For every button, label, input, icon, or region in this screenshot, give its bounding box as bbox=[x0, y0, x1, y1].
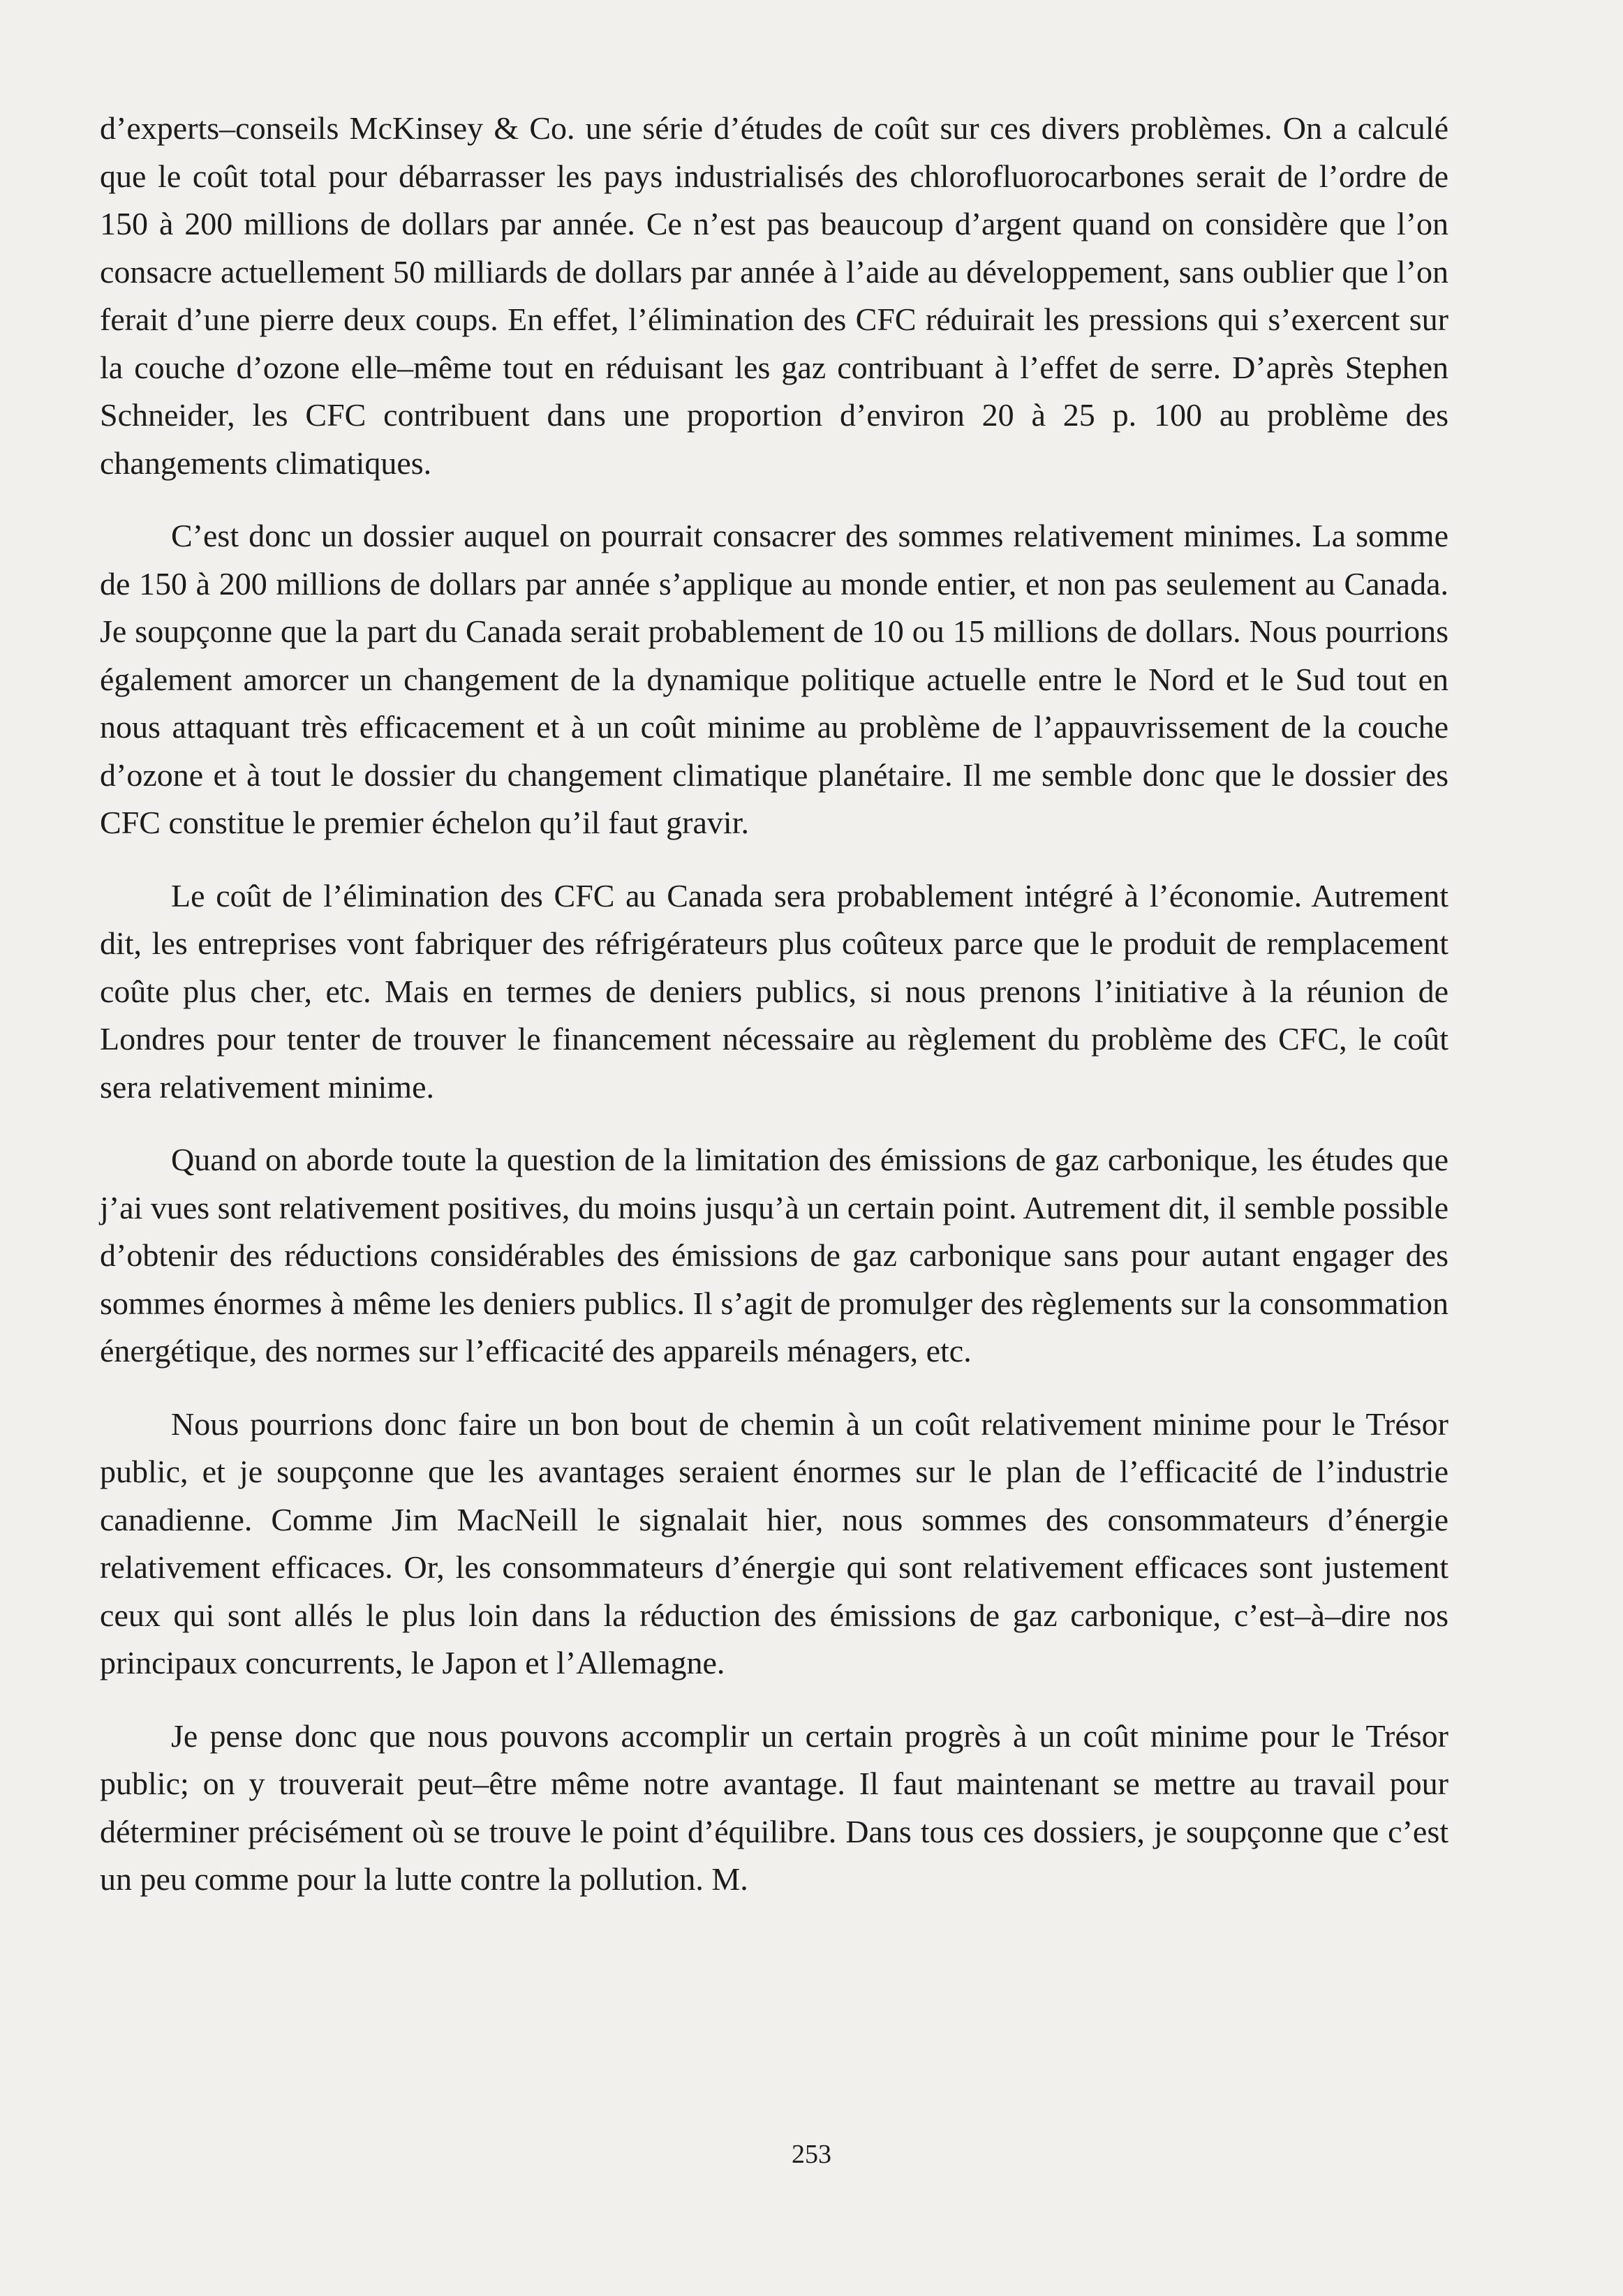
page-body bbox=[100, 105, 1448, 1904]
paragraph-4: Quand on aborde toute la question de la limitation des émissions de gaz carbonique, les études que j’ai vues sont relativement positives, du moins jusqu’à un certain point. Autrement dit, il semble possible d’obtenir des réductions considérables des émissions de gaz carbonique sans pour autant engager des sommes énormes à même les deniers publics. Il s’agit de promulger des règlements sur la consommation énergétique, des normes sur l’efficacité des appareils ménagers, etc. bbox=[100, 1142, 1448, 1369]
paragraph-5: Nous pourrions donc faire un bon bout de chemin à un coût relativement minime pour le Trésor public, et je soupçonne que les avantages seraient énormes sur le plan de l’efficacité de l’industrie canadienne. Comme Jim MacNeill le signalait hier, nous sommes des consommateurs d’énergie relativement efficaces. Or, les consommateurs d’énergie qui sont relativement efficaces sont justement ceux qui sont allés le plus loin dans la réduction des émissions de gaz carbonique, c’est–à–dire nos principaux concurrents, le Japon et l’Allemagne. bbox=[100, 1406, 1448, 1680]
paragraph-1: d’experts–conseils McKinsey & Co. une série d’études de coût sur ces divers problèmes. On a calculé que le coût total pour débarrasser les pays industrialisés des chlorofluorocarbones serait de l’ordre de 150 à 200 millions de dollars par année. Ce n’est pas beaucoup d’argent quand on considère que l’on consacre actuellement 50 milliards de dollars par année à l’aide au développement, sans oublier que l’on ferait d’une pierre deux coups. En effet, l’élimination des CFC réduirait les pressions qui s’exercent sur la couche d’ozone elle–même tout en réduisant les gaz contribuant à l’effet de serre. D’après Stephen Schneider, les CFC contribuent dans une proportion d’environ 20 à 25 p. 100 au problème des changements climatiques. bbox=[100, 110, 1448, 481]
paragraph-6: Je pense donc que nous pouvons accomplir un certain progrès à un coût minime pour le Trésor public; on y trouverait peut–être même notre avantage. Il faut maintenant se mettre au travail pour déterminer précisément où se trouve le point d’équilibre. Dans tous ces dossiers, je soupçonne que c’est un peu comme pour la lutte contre la pollution. M. bbox=[100, 1717, 1448, 1897]
page-number: 253 bbox=[792, 2140, 831, 2169]
paragraph-2: C’est donc un dossier auquel on pourrait consacrer des sommes relativement minimes. La somme de 150 à 200 millions de dollars par année s’applique au monde entier, et non pas seulement au Canada. Je soupçonne que la part du Canada serait probablement de 10 ou 15 millions de dollars. Nous pourrions également amorcer un changement de la dynamique politique actuelle entre le Nord et le Sud tout en nous attaquant très efficacement et à un coût minime au problème de l’appauvrissement de la couche d’ozone et à tout le dossier du changement climatique planétaire. Il me semble donc que le dossier des CFC constitue le premier échelon qu’il faut gravir. bbox=[100, 518, 1448, 840]
paragraph-3: Le coût de l’élimination des CFC au Canada sera probablement intégré à l’économie. Autrement dit, les entreprises vont fabriquer des réfrigérateurs plus coûteux parce que le produit de remplacement coûte plus cher, etc. Mais en termes de deniers publics, si nous prenons l’initiative à la réunion de Londres pour tenter de trouver le financement nécessaire au règlement du problème des CFC, le coût sera relativement minime. bbox=[100, 877, 1448, 1105]
